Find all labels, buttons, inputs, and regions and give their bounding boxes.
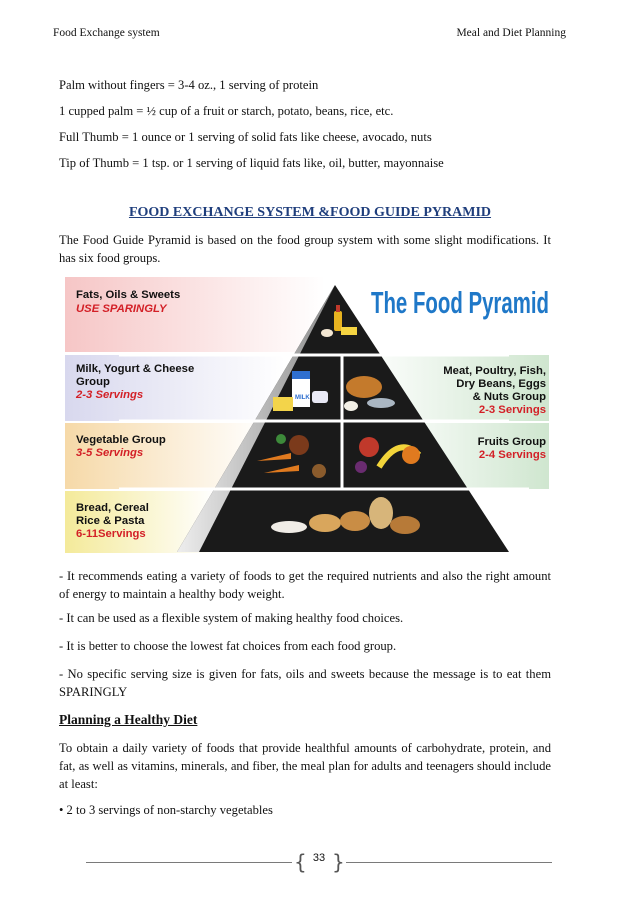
hand-guide-palm: Palm without fingers = 3-4 oz., 1 serving of protein [59, 78, 319, 92]
bread-label-2: Rice & Pasta [76, 515, 145, 527]
meat-label-2: Dry Beans, Eggs [456, 378, 546, 390]
bullet-flexible: - It can be used as a flexible system of making healthy food choices. [59, 611, 404, 625]
vegetable-servings: 3-5 Servings [76, 447, 144, 459]
footer-rule-left [86, 862, 292, 863]
fats-label: Fats, Oils & Sweets [76, 289, 181, 301]
section-title: FOOD EXCHANGE SYSTEM &FOOD GUIDE PYRAMID [128, 205, 492, 220]
bread-servings: 6-11Servings [76, 528, 146, 540]
vegetable-label: Vegetable Group [76, 434, 166, 446]
meat-label-3: & Nuts Group [472, 391, 546, 403]
fruits-servings: 2-4 Servings [478, 449, 546, 461]
food-pyramid-figure [59, 275, 553, 555]
page-bracket-right: } [332, 850, 345, 874]
meat-servings: 2-3 Servings [478, 404, 546, 416]
milk-servings: 2-3 Servings [76, 389, 144, 401]
meat-label-1: Meat, Poultry, Fish, [443, 365, 546, 377]
bullet-lowest-fat: - It is better to choose the lowest fat choices from each food group. [59, 639, 397, 653]
bullet-sparingly: - No specific serving size is given for fats, oils and sweets because the message is to eat them SPARINGLY [59, 667, 551, 699]
milk-label-2: Group [76, 376, 110, 388]
bullet-variety: - It recommends eating a variety of foods to get the required nutrients and also the right amount of energy to maintain a healthy body weight. [59, 569, 551, 601]
hand-guide-cupped-palm: 1 cupped palm = ½ cup of a fruit or starch, potato, beans, rice, etc. [59, 104, 394, 118]
pyramid-title: The Food Pyramid [371, 285, 549, 320]
planning-paragraph: To obtain a daily variety of foods that provide healthful amounts of carbohydrate, protein, and fat, as well as vitamins, minerals, and fiber, the meal plan for adults and teenagers should include at least: [59, 741, 551, 791]
intro-paragraph: The Food Guide Pyramid is based on the food group system with some slight modifications. It has six food groups. [59, 233, 551, 265]
list-item: • 2 to 3 servings of non-starchy vegetables [59, 803, 273, 817]
hand-guide-tip-thumb: Tip of Thumb = 1 tsp. or 1 serving of liquid fats like, oil, butter, mayonnaise [59, 156, 444, 170]
footer-rule-right [346, 862, 552, 863]
milk-label-1: Milk, Yogurt & Cheese [76, 363, 195, 375]
fats-note: USE SPARINGLY [76, 303, 167, 315]
header-left: Food Exchange system [53, 27, 160, 39]
page-number: 33 [312, 852, 326, 864]
planning-heading: Planning a Healthy Diet [59, 712, 198, 727]
hand-guide-full-thumb: Full Thumb = 1 ounce or 1 serving of solid fats like cheese, avocado, nuts [59, 130, 432, 144]
header-right: Meal and Diet Planning [456, 27, 566, 39]
page-bracket-left: { [294, 850, 307, 874]
bread-label-1: Bread, Cereal [76, 502, 149, 514]
milk-carton-label: MILK [295, 395, 310, 401]
fruits-label: Fruits Group [477, 436, 546, 448]
